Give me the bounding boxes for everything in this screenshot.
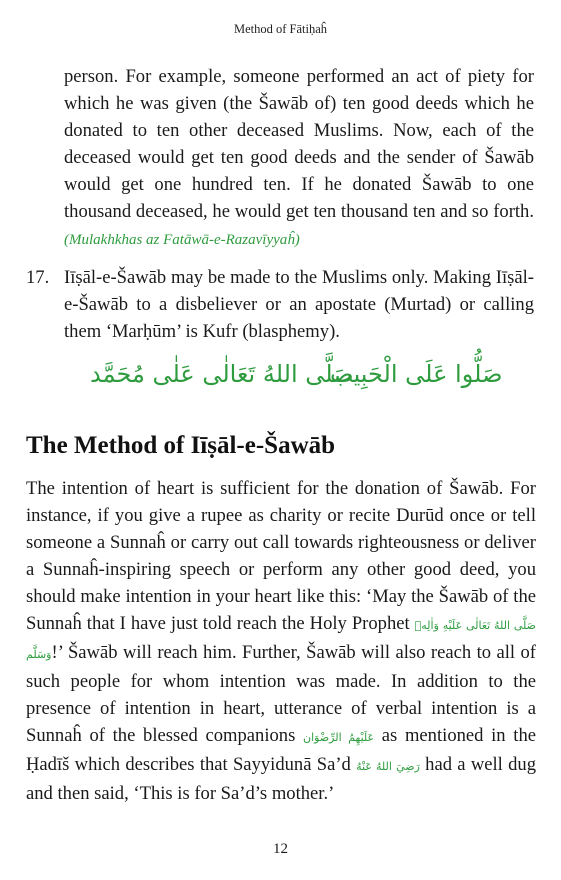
page-number: 12	[273, 841, 288, 857]
citation: (Mulakhkhas az Fatāwā-e-Razavīyyaĥ)	[64, 232, 300, 248]
section-heading: The Method of Iīṣāl-e-Šawāb	[26, 432, 336, 459]
durood-line	[0, 360, 561, 400]
body-segment-1: The intention of heart is sufficient for the donation of Šawāb. For instance, if you give a rupee as charity or recite Durūd once or tell someone a Sunnaĥ or carry out call towards righteousness or deliver a Sunnaĥ-inspiring speech or perform any other good deed, you should make intention in your heart like this: ‘May the Šawāb of the Sunnaĥ that I have just told reach the Holy Prophet	[26, 478, 536, 634]
list-item-text: Iīṣāl-e-Šawāb may be made to the Muslims only. Making Iīṣāl-e-Šawāb to a disbeliever or an apostate (Murtad) or calling them ‘Marḥūm’ is Kufr (blasphemy).	[64, 267, 534, 342]
durood-right: صَلُّوا عَلَى الْحَبِيب	[330, 360, 503, 388]
arabic-salutation-prophet: صَلَّى اللهُ تَعَالٰى عَلَيْهِ وَاٰلِهٖ وَسَلَّم	[26, 619, 536, 661]
durood-left: صَلَّى اللهُ تَعَالٰى عَلٰى مُحَمَّد	[90, 360, 354, 388]
body-segment-3: as mentioned in the Ḥadīš which describes that Sayyidunā Sa’d	[26, 725, 537, 775]
list-item-number: 17.	[26, 267, 50, 288]
running-header: Method of Fātiḥaĥ	[233, 22, 328, 36]
body-segment-4: had a well dug and then said, ‘This is for Sa’d’s mother.’	[26, 754, 536, 804]
paragraph-continued	[64, 63, 534, 254]
paragraph-text: person. For example, someone performed an act of piety for which he was given (the Šawāb of) ten good deeds which he donated to ten other deceased Muslims. Now, each of the deceased would get ten good deeds and the sender of Šawāb would get one hundred ten. If he donated Šawāb to one thousand deceased, he would get ten thousand ten and so forth.	[64, 66, 534, 222]
arabic-salutation-companions: عَلَيْهِمُ الرِّضْوَان	[303, 731, 375, 744]
arabic-salutation-sad: رَضِيَ اللهُ عَنْهُ	[356, 760, 420, 773]
body-segment-2: !’ Šawāb will reach him. Further, Šawāb will also reach to all of such people for whom intention was made. In addition to the presence of intention in heart, utterance of verbal intention is a Sunnaĥ of the blessed companions	[26, 642, 536, 746]
section-body	[26, 475, 536, 807]
list-item-17	[26, 264, 534, 345]
